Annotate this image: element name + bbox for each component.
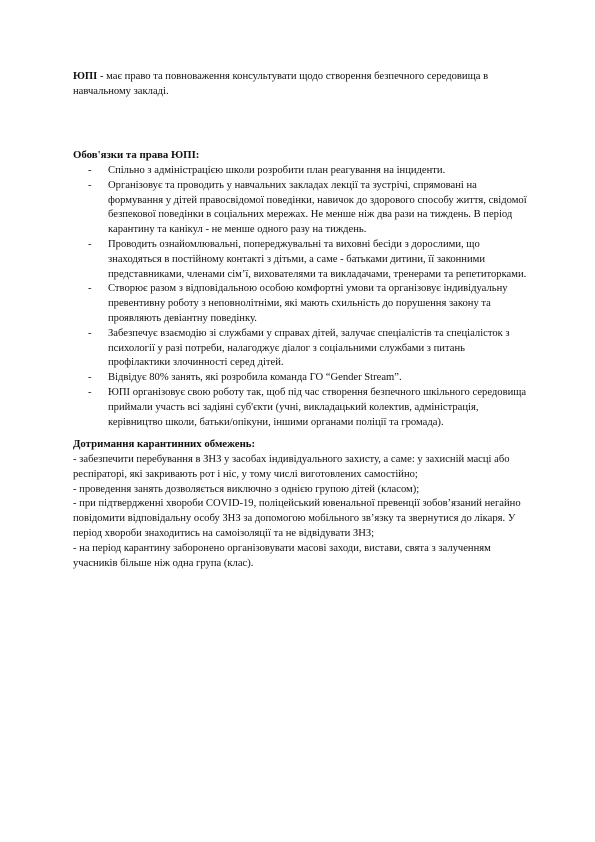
quarantine-line: - проведення занять дозволяється виключно з однією групою дітей (класом); xyxy=(73,483,420,495)
quarantine-heading: Дотримання карантинних обмежень: xyxy=(73,438,256,450)
list-item xyxy=(88,386,528,430)
list-item-text: ЮПІ організовує свою роботу так, щоб під час створення безпечного шкільного середовища приймали участь всі задіяні суб'єкти (учні, викладацький колектив, адміністрація, керівництво школи, батьки/опікуни, іншими органами поліції та громада). xyxy=(108,386,527,428)
list-item-text: Організовує та проводить у навчальних закладах лекції та зустрічі, спрямовані на формування у дітей правосвідомої поведінки, навичок до здорового способу життя, свідомої безпекової поведінки в соціальних мережах. Не менше ніж два рази на тиждень. В період карантину та канікул - не менше одного разу на тиждень. xyxy=(108,179,527,236)
intro-text: - має право та повноваження консультувати щодо створення безпечного середовища в навчальному закладі. xyxy=(73,71,489,97)
list-item xyxy=(88,179,528,238)
list-item xyxy=(88,164,528,179)
list-dash: - xyxy=(88,165,92,176)
list-item xyxy=(88,371,528,386)
quarantine-line: - на період карантину заборонено організовувати масові заходи, вистави, свята з залученням учасників більше ніж одна група (клас). xyxy=(73,542,491,569)
list-dash: - xyxy=(88,386,92,398)
list-item xyxy=(88,282,528,326)
quarantine-line: - при підтвердженні хвороби COVID-19, поліцейський ювенальної превенції зобов’язаний негайно повідомити відповідальну особу ЗНЗ за допомогою мобільного зв’язку та звернутися до лікаря. У період хвороби знаходитись на самоізоляції та не відвідувати ЗНЗ; xyxy=(73,498,521,539)
list-item-text: Створює разом з відповідальною особою комфортні умови та організовує індивідуальну превентивну роботу з неповнолітніми, які мають схильність до порушення закону та проявляють девіантну поведінку. xyxy=(108,283,508,324)
intro-paragraph xyxy=(73,70,523,100)
quarantine-line: - забезпечити перебування в ЗНЗ у засобах індивідуального захисту, а саме: у захисній масці або респіраторі, які закривають рот і ніс, у тому числі виготовлених самостійно; xyxy=(73,454,510,480)
list-dash: - xyxy=(88,372,92,384)
intro-bold-term: ЮПІ xyxy=(73,71,98,82)
list-dash: - xyxy=(88,238,92,250)
list-item xyxy=(88,327,528,371)
list-dash: - xyxy=(88,283,92,295)
list-item-text: Проводить ознайомлювальні, попереджувальні та виховні бесіди з дорослими, що знаходяться в постійному контакті з дітьми, а саме - батьками дитини, її законними представниками, членами сім’ї, вихователями та викладачами, тренерами та репетиторками. xyxy=(108,238,527,280)
duties-heading: Обов'язки та права ЮПІ: xyxy=(73,149,200,161)
list-dash: - xyxy=(88,327,92,339)
list-item xyxy=(88,238,528,282)
list-dash: - xyxy=(88,179,92,191)
list-item-text: Спільно з адміністрацією школи розробити план реагування на інциденти. xyxy=(108,165,446,176)
quarantine-body xyxy=(73,453,528,571)
list-item-text: Забезпечує взаємодію зі службами у справах дітей, залучає спеціалістів та спеціалісток з психології у разі потреби, налагоджує діалог з соціальними службами з питань профілактики злочинності серед дітей. xyxy=(108,327,510,369)
list-item-text: Відвідує 80% занять, які розробила команда ГО “Gender Stream”. xyxy=(108,372,402,384)
duties-list xyxy=(88,164,528,430)
